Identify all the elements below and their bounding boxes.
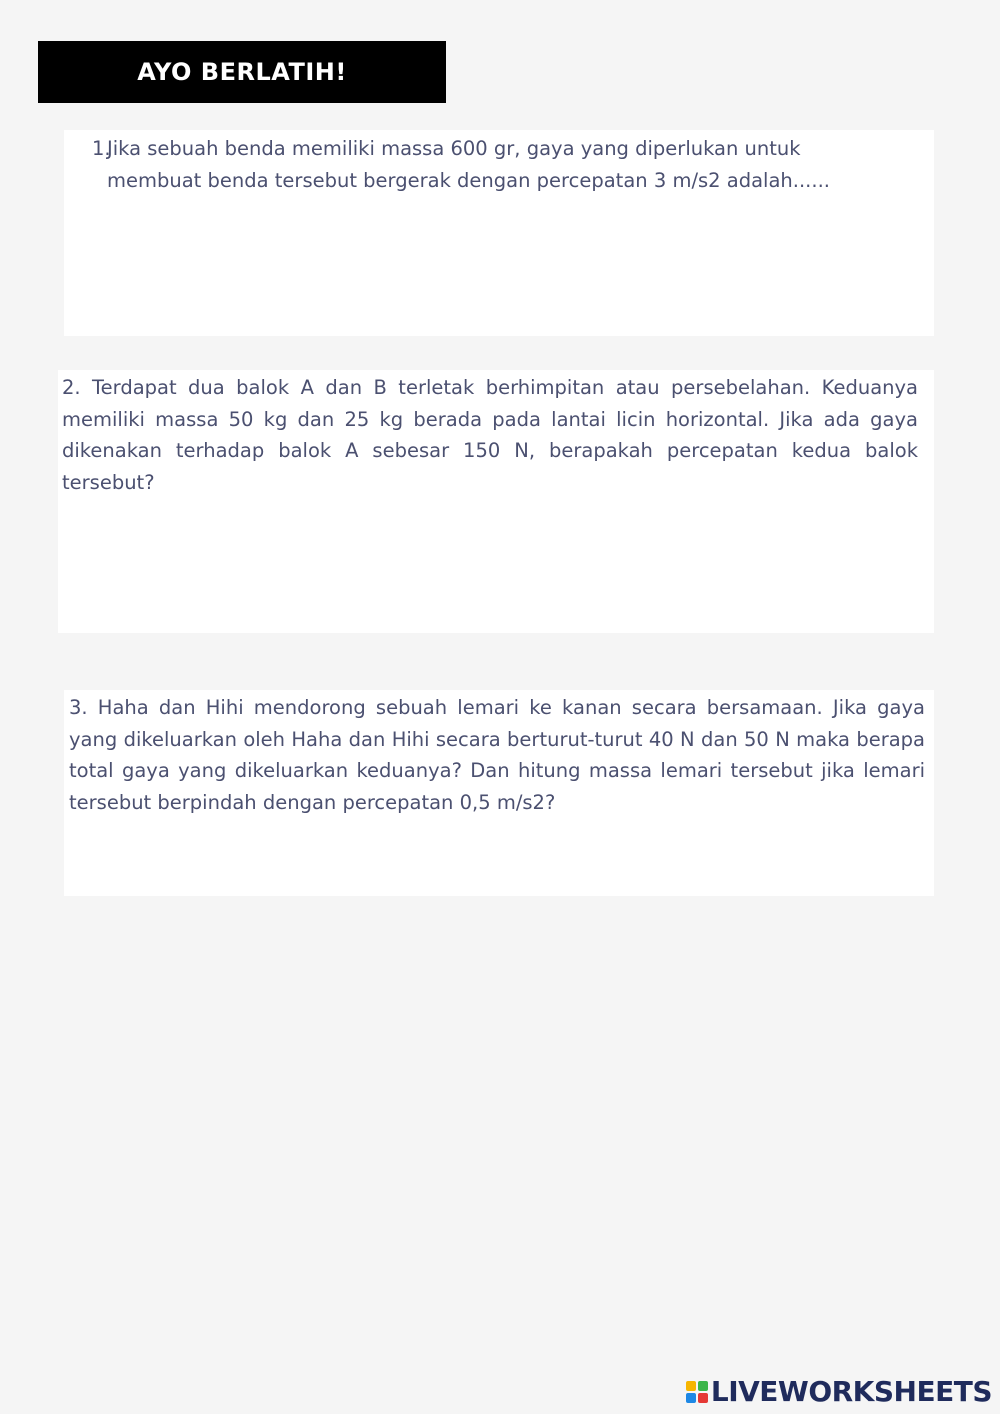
question-1-text-line-1: Jika sebuah benda memiliki massa 600 gr, gaya yang diperlukan untuk <box>107 137 801 160</box>
liveworksheets-logo <box>686 1375 992 1408</box>
page-title: AYO BERLATIH! <box>137 58 347 86</box>
question-1-line-1 <box>92 133 924 165</box>
question-3: 3. Haha dan Hihi mendorong sebuah lemari ke kanan secara bersamaan. Jika gaya yang dikeluarkan oleh Haha dan Hihi secara berturut-turut 40 N dan 50 N maka berapa total gaya yang dikeluarkan keduanya? Dan hitung massa lemari tersebut jika lemari tersebut berpindah dengan percepatan 0,5 m/s2? <box>69 696 925 814</box>
liveworksheets-logo-icon <box>686 1381 708 1403</box>
question-1 <box>92 133 924 196</box>
question-1-number: 1. <box>92 137 111 160</box>
liveworksheets-logo-text: LIVEWORKSHEETS <box>710 1375 992 1408</box>
question-2: 2. Terdapat dua balok A dan B terletak berhimpitan atau persebelahan. Keduanya memiliki massa 50 kg dan 25 kg berada pada lantai licin horizontal. Jika ada gaya dikenakan terhadap balok A sebesar 150 N, berapakah percepatan kedua balok tersebut? <box>62 376 918 494</box>
page-title-bar <box>38 41 446 103</box>
question-1-text-line-2: membuat benda tersebut bergerak dengan percepatan 3 m/s2 adalah...... <box>107 168 830 192</box>
